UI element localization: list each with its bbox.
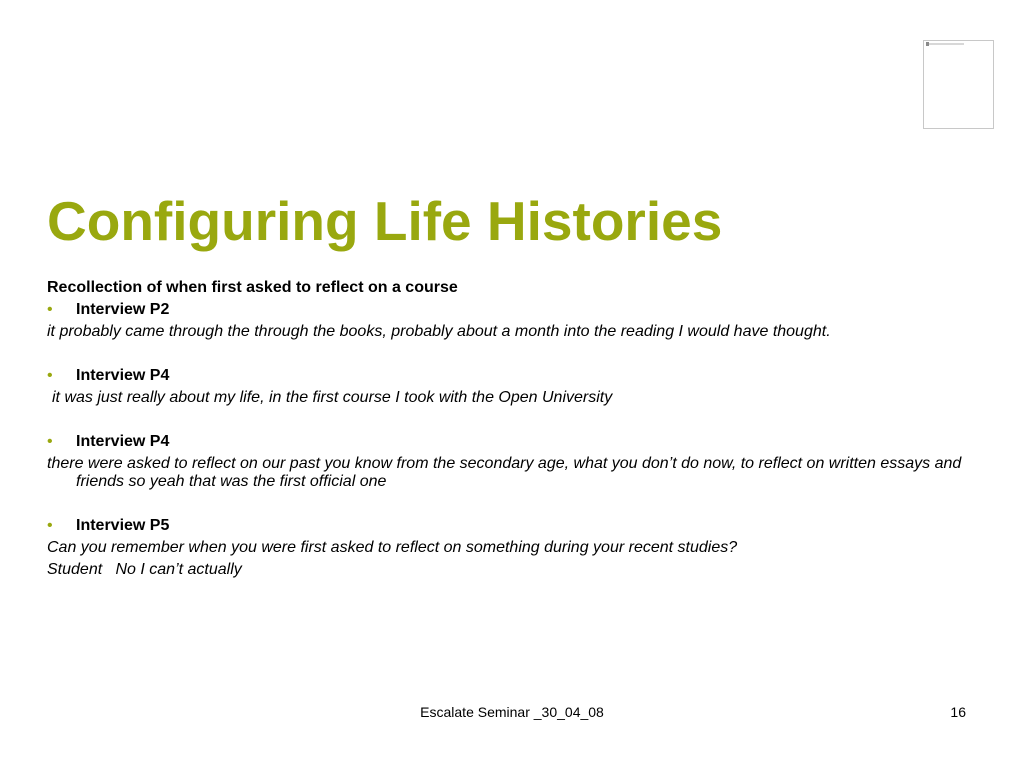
slide-title: Configuring Life Histories bbox=[47, 190, 723, 252]
thumbnail-marker bbox=[926, 42, 929, 46]
interview-quote: it probably came through the through the books, probably about a month into the reading I would have thought. bbox=[47, 323, 831, 340]
section-heading: Recollection of when first asked to reflect on a course bbox=[47, 279, 458, 296]
bullet-icon: • bbox=[47, 517, 53, 534]
interview-quote: it was just really about my life, in the first course I took with the Open University bbox=[52, 389, 613, 406]
interview-quote: there were asked to reflect on our past you know from the secondary age, what you don’t do now, to reflect on written essays and friends so yeah that was the first official one bbox=[47, 455, 962, 490]
bullet-label: Interview P4 bbox=[76, 433, 170, 450]
spacer bbox=[47, 495, 977, 517]
page-number: 16 bbox=[950, 704, 966, 720]
slide-content bbox=[47, 279, 977, 583]
bullet-item-interview-p4 bbox=[47, 367, 977, 385]
bullet-icon: • bbox=[47, 367, 53, 384]
bullet-item-interview-p4-second bbox=[47, 433, 977, 451]
student-response: Student No I can’t actually bbox=[47, 561, 242, 578]
bullet-label: Interview P4 bbox=[76, 367, 170, 384]
bullet-label: Interview P5 bbox=[76, 517, 170, 534]
spacer bbox=[47, 345, 977, 367]
footer-text: Escalate Seminar _30_04_08 bbox=[420, 704, 604, 720]
spacer bbox=[47, 411, 977, 433]
bullet-icon: • bbox=[47, 301, 53, 318]
bullet-item-interview-p5 bbox=[47, 517, 977, 535]
thumbnail-text-line bbox=[926, 43, 964, 45]
bullet-icon: • bbox=[47, 433, 53, 450]
bullet-item-interview-p2 bbox=[47, 301, 977, 319]
interview-question: Can you remember when you were first asked to reflect on something during your recent studies? bbox=[47, 539, 738, 556]
bullet-label: Interview P2 bbox=[76, 301, 170, 318]
slide-thumbnail bbox=[923, 40, 994, 129]
